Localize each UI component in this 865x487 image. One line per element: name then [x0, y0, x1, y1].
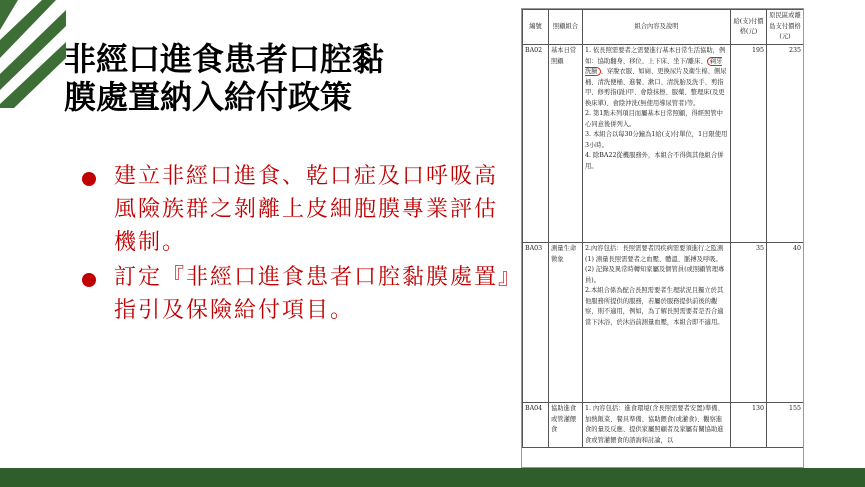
header-code: 編號	[523, 10, 549, 45]
title-line-1: 非經口進食患者口腔黏	[64, 40, 385, 78]
row-content: 1. 依長照需要者之需要進行基本日常生活協助，例如：協助翻身、移位、上下床、坐下/離床、 剃牙洗臉 、穿脫衣服、如廁、更換尿片及衛生棉、側尿桶、清洗便桶、進餐、漱口、清洗胎及洗手、剪指甲、修剪指(趾)甲、會陰抹擦、服藥、整理床(及更換床單)、會陰沖洗(無使用導尿管者)等。 2. 第1點未列項目而屬基本日常照顧，得經照管中心同意後併列入。 3. 本組合以每30分鐘為1給(支)付單位，1日限使用3小時。 4. 除BA22從機服務外，本組合不得與其他組合併用。	[583, 45, 731, 243]
title-line-2: 膜處置納入給付政策	[64, 78, 353, 116]
decorative-stripes	[0, 0, 70, 120]
row-price: 130	[731, 403, 767, 448]
header-content: 組合內容及說明	[583, 10, 731, 45]
highlight-circle: 剃牙洗臉	[585, 57, 723, 75]
bullet-dot-icon	[82, 172, 96, 186]
care-code-table	[522, 9, 804, 448]
bullet-list	[78, 160, 518, 329]
row-name: 協助進食或管灌餵食	[549, 403, 583, 448]
row-name: 基本日常照顧	[549, 45, 583, 243]
table-header-row	[523, 10, 804, 45]
header-name: 照顧組合	[549, 10, 583, 45]
row-content: 2.內容包括：長照需要者因疾病需要須進行之監測 (1) 測量長照需要者之血壓、體溫、脈搏及呼吸。 (2) 記錄及異常時轉知家屬及個管員(或照顧管理專員)。 2.本組合係為配合長照需要者生理狀況且獨立於其他服務所提供的服務，若屬於服務提供前後的觀察，則不適用，例如，為了解長照需要者是否合適當下沐浴，於沐浴前測量血壓，本組合即不適用。	[583, 243, 731, 403]
bullet-text: 建立非經口進食、乾口症及口呼吸高風險族群之剝離上皮細胞膜專業評估機制。	[114, 164, 499, 255]
row-content: 1. 內容包括：進食環境(含長照需要者安置)準備、加熱飯菜、餐具準備、協助餵食(或灌食)、觀察進食的量及反應、提供家屬照顧者及家屬有關協助進食或管灌餵食的諮詢和討論，以	[583, 403, 731, 448]
bullet-item	[78, 160, 518, 259]
row-price: 195	[731, 45, 767, 243]
table-row	[523, 403, 804, 448]
header-price: 給(支)付價格(元)	[731, 10, 767, 45]
row-remote-price: 40	[767, 243, 804, 403]
header-remote-price: 原民區或離島支付價格(元)	[767, 10, 804, 45]
row-code: BA03	[523, 243, 549, 403]
row-name: 測量生命徵象	[549, 243, 583, 403]
bullet-dot-icon	[82, 273, 96, 287]
care-code-table-image	[521, 8, 804, 468]
row-remote-price: 235	[767, 45, 804, 243]
bullet-item	[78, 261, 518, 327]
table-row	[523, 45, 804, 243]
slide-title	[64, 40, 514, 116]
bullet-text: 訂定『非經口進食患者口腔黏膜處置』指引及保險給付項目。	[114, 265, 512, 323]
row-price: 35	[731, 243, 767, 403]
row-remote-price: 155	[767, 403, 804, 448]
table-row	[523, 243, 804, 403]
footer-bar	[0, 468, 865, 487]
row-code: BA04	[523, 403, 549, 448]
row-code: BA02	[523, 45, 549, 243]
